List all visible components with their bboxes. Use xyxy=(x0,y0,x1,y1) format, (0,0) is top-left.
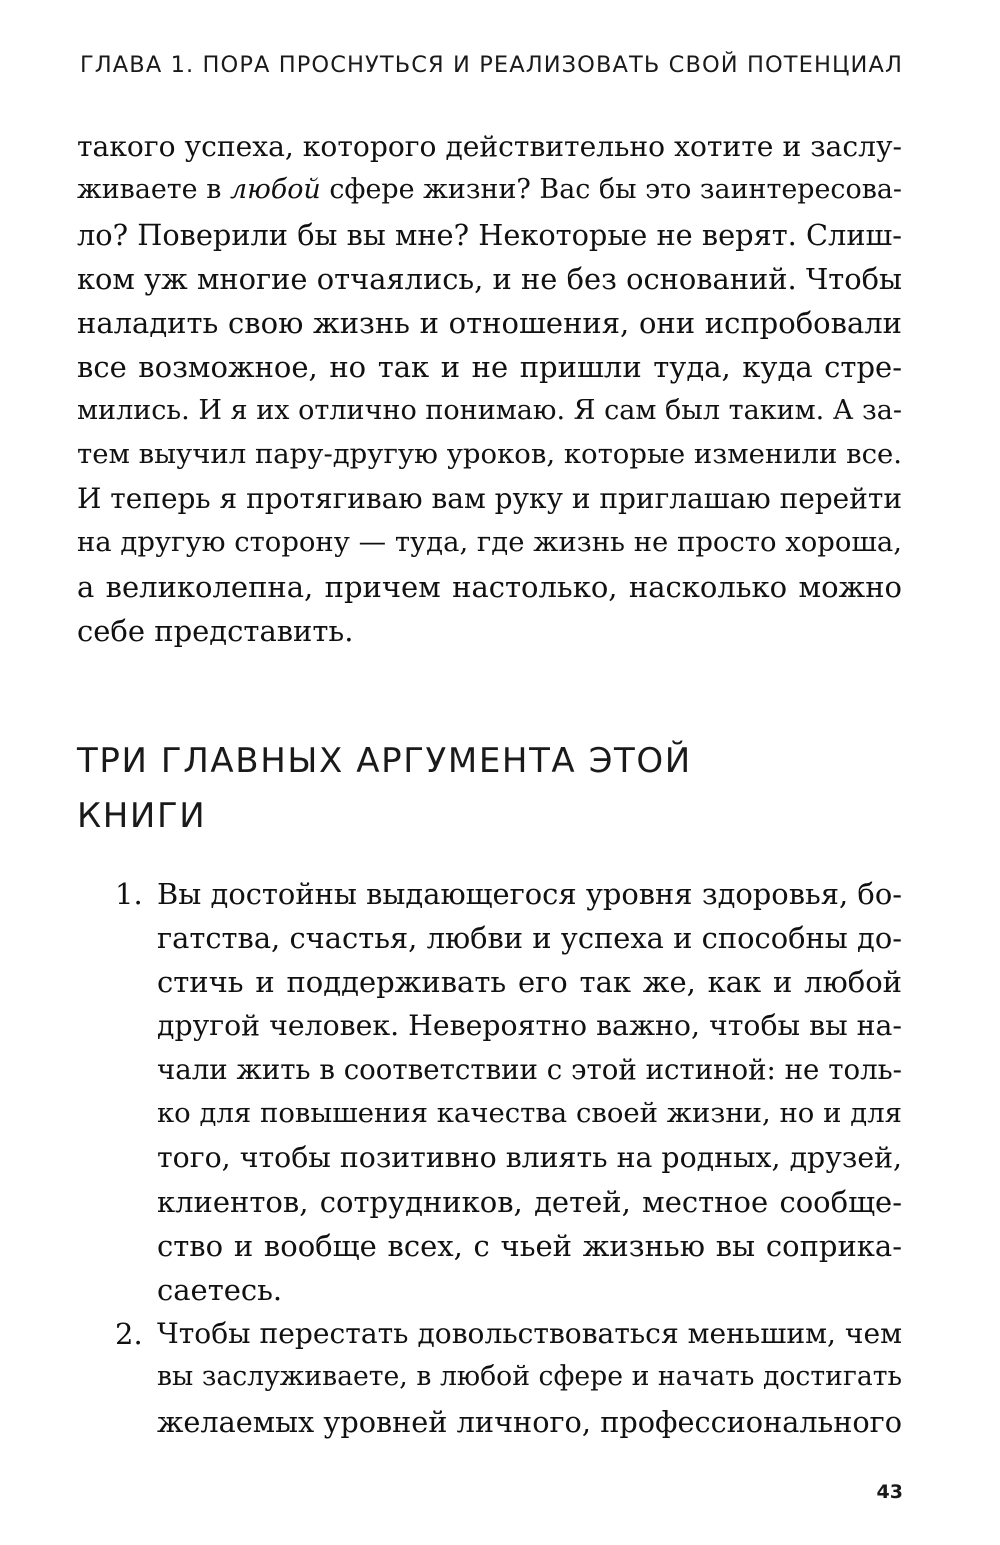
text-line: другой человек. Невероятно важно, чтобы вы на- xyxy=(157,1009,903,1042)
text-line: себе представить. xyxy=(77,614,354,648)
emphasis-text: любой xyxy=(229,174,321,205)
text-line: все возможное, но так и не пришли туда, куда стре- xyxy=(77,350,902,384)
running-head: ГЛАВА 1. ПОРА ПРОСНУТЬСЯ И РЕАЛИЗОВАТЬ СВОЙ ПОТЕНЦИАЛ xyxy=(79,52,903,78)
text-fragment: живаете в xyxy=(77,174,222,205)
text-line: вы заслуживаете, в любой сфере и начать достигать xyxy=(157,1361,902,1392)
text-line: И теперь я протягиваю вам руку и приглашаю перейти xyxy=(77,482,902,515)
text-line: того, чтобы позитивно влиять на родных, друзей, xyxy=(157,1141,902,1174)
section-heading-line: ТРИ ГЛАВНЫХ АРГУМЕНТА ЭТОЙ xyxy=(77,741,692,781)
text-line xyxy=(77,174,902,205)
text-line: Вы достойны выдающегося уровня здоровья, бо- xyxy=(157,877,902,911)
text-line: ко для повышения качества своей жизни, но и для xyxy=(157,1097,902,1129)
section-heading-line: КНИГИ xyxy=(77,796,207,836)
text-fragment: сфере жизни? Вас бы это заинтересова- xyxy=(329,174,902,205)
section-heading xyxy=(77,734,777,844)
text-line: саетесь. xyxy=(157,1273,283,1307)
text-line: гатства, счастья, любви и успеха и способны до- xyxy=(157,921,902,955)
text-line: ство и вообще всех, с чьей жизнью вы соприка- xyxy=(157,1229,902,1263)
text-line: тем выучил пару-другую уроков, которые изменили все. xyxy=(77,438,902,470)
list-item-number: 1. xyxy=(115,877,143,911)
text-line: а великолепна, причем настолько, насколько можно xyxy=(77,570,902,604)
text-line: такого успеха, которого действительно хотите и заслу- xyxy=(77,130,902,163)
page-number: 43 xyxy=(876,1481,903,1503)
list-item-number: 2. xyxy=(115,1317,143,1351)
text-line: ло? Поверили бы вы мне? Некоторые не верят. Слиш- xyxy=(77,218,902,252)
text-line: желаемых уровней личного, профессионального xyxy=(157,1405,902,1439)
text-line: ком уж многие отчаялись, и не без оснований. Чтобы xyxy=(77,262,902,296)
text-line: стичь и поддерживать его так же, как и любой xyxy=(157,965,902,999)
text-line: чали жить в соответствии с этой истиной: не толь- xyxy=(157,1053,902,1086)
text-line: Чтобы перестать довольствоваться меньшим, чем xyxy=(157,1317,902,1350)
text-line: наладить свою жизнь и отношения, они испробовали xyxy=(77,306,902,340)
text-line: клиентов, сотрудников, детей, местное сообще- xyxy=(157,1185,902,1219)
text-line: на другую сторону — туда, где жизнь не просто хороша, xyxy=(77,527,902,558)
text-line: мились. И я их отлично понимаю. Я сам был таким. А за- xyxy=(77,395,902,426)
